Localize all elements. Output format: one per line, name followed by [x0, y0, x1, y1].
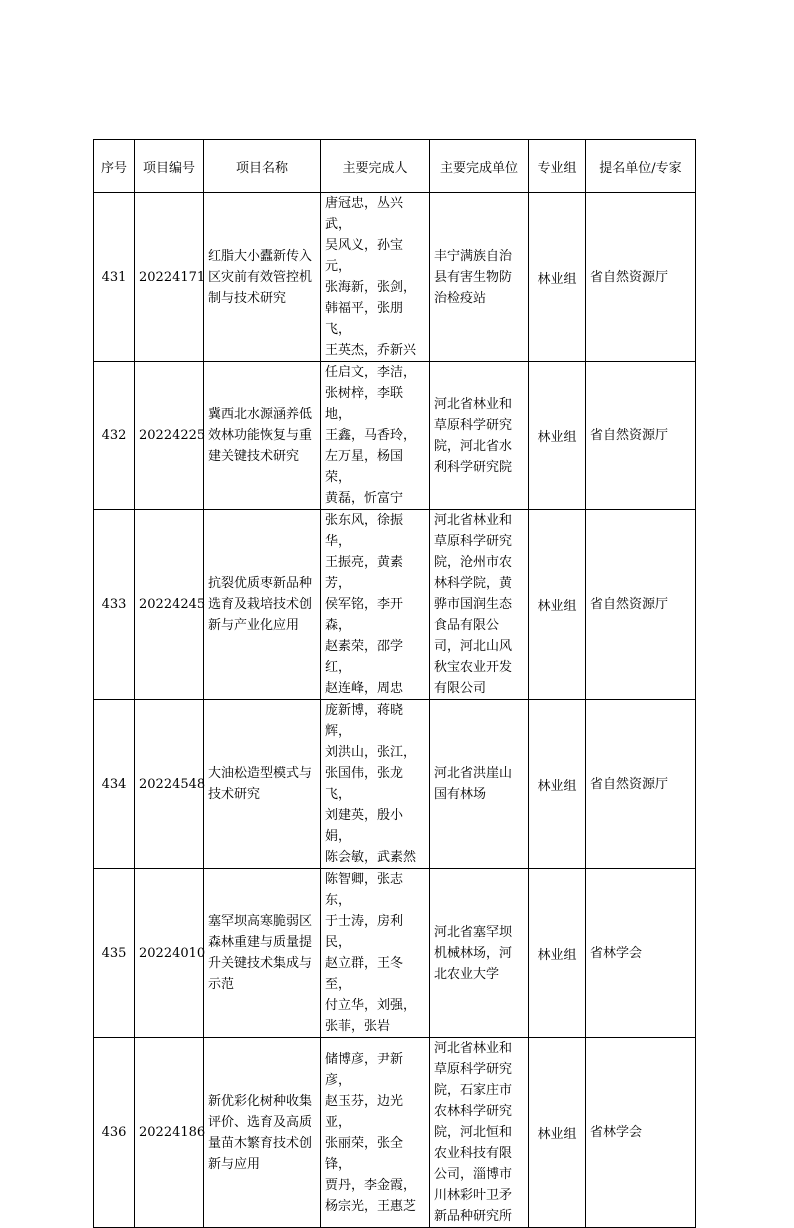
row-project-name: 红脂大小蠹新传入区灾前有效管控机制与技术研究: [204, 193, 321, 362]
row-project-code: 20224225: [135, 362, 204, 510]
row-nominator: 省自然资源厅: [586, 700, 696, 869]
row-contributors: 庞新博，蒋晓辉， 刘洪山，张江， 张国伟，张龙飞， 刘建英，殷小娟， 陈会敏，武素然: [321, 700, 430, 869]
row-nominator: 省林学会: [586, 1038, 696, 1228]
row-project-code: 20224010: [135, 869, 204, 1038]
row-nominator: 省自然资源厅: [586, 193, 696, 362]
row-project-name: 大油松造型模式与技术研究: [204, 700, 321, 869]
row-nominator: 省林学会: [586, 869, 696, 1038]
table-header-row: [94, 140, 696, 193]
row-units: 河北省林业和草原科学研究院，河北省水利科学研究院: [430, 362, 529, 510]
row-project-code: 20224186: [135, 1038, 204, 1228]
row-contributors: 唐冠忠，丛兴武， 吴风义，孙宝元， 张海新，张剑， 韩福平，张朋飞， 王英杰，乔新兴: [321, 193, 430, 362]
header-cell-specialty-group: 专业组: [529, 140, 586, 193]
table-row: [94, 362, 696, 510]
row-project-code: 20224548: [135, 700, 204, 869]
row-group: 林业组: [529, 1038, 586, 1228]
row-contributors: 张东风，徐振华， 王振亮，黄素芳， 侯军铭，李开森， 赵素荣，邵学红， 赵连峰，周忠: [321, 510, 430, 700]
header-cell-project-name: 项目名称: [204, 140, 321, 193]
row-group: 林业组: [529, 869, 586, 1038]
table-row: [94, 1038, 696, 1228]
row-project-code: 20224171: [135, 193, 204, 362]
row-nominator: 省自然资源厅: [586, 510, 696, 700]
awards-table: [93, 139, 696, 1228]
row-contributors: 陈智卿，张志东， 于士涛，房利民， 赵立群，王冬至， 付立华，刘强， 张菲，张岩: [321, 869, 430, 1038]
row-group: 林业组: [529, 510, 586, 700]
header-cell-main-units: 主要完成单位: [430, 140, 529, 193]
header-cell-index: 序号: [94, 140, 135, 193]
table-row: [94, 869, 696, 1038]
table-row: [94, 700, 696, 869]
row-nominator: 省自然资源厅: [586, 362, 696, 510]
row-group: 林业组: [529, 700, 586, 869]
row-project-name: 塞罕坝高寒脆弱区森林重建与质量提升关键技术集成与示范: [204, 869, 321, 1038]
row-index: 436: [94, 1038, 135, 1228]
row-index: 431: [94, 193, 135, 362]
row-contributors: 任启文，李洁， 张树梓，李联地， 王鑫，马香玲， 左万星，杨国荣， 黄磊，忻富宁: [321, 362, 430, 510]
table-row: [94, 510, 696, 700]
header-cell-main-contributors: 主要完成人: [321, 140, 430, 193]
row-index: 435: [94, 869, 135, 1038]
row-group: 林业组: [529, 362, 586, 510]
header-cell-nominator: 提名单位/专家: [586, 140, 696, 193]
row-units: 河北省林业和草原科学研究院，石家庄市农林科学研究院，河北恒和农业科技有限公司，淄博市川林彩叶卫矛新品种研究所: [430, 1038, 529, 1228]
table-row: [94, 193, 696, 362]
row-index: 434: [94, 700, 135, 869]
row-group: 林业组: [529, 193, 586, 362]
row-units: 河北省塞罕坝机械林场，河北农业大学: [430, 869, 529, 1038]
row-contributors: 储博彦，尹新彦， 赵玉芬，边光亚， 张丽荣，张全锋， 贾丹，李金霞， 杨宗光，王惠芝: [321, 1038, 430, 1228]
row-index: 433: [94, 510, 135, 700]
row-units: 河北省林业和草原科学研究院，沧州市农林科学院，黄骅市国润生态食品有限公司，河北山风秋宝农业开发有限公司: [430, 510, 529, 700]
row-project-name: 抗裂优质枣新品种选育及栽培技术创新与产业化应用: [204, 510, 321, 700]
row-index: 432: [94, 362, 135, 510]
header-cell-project-code: 项目编号: [135, 140, 204, 193]
row-project-code: 20224245: [135, 510, 204, 700]
row-units: 丰宁满族自治县有害生物防治检疫站: [430, 193, 529, 362]
row-project-name: 冀西北水源涵养低效林功能恢复与重建关键技术研究: [204, 362, 321, 510]
row-project-name: 新优彩化树种收集评价、选育及高质量苗木繁育技术创新与应用: [204, 1038, 321, 1228]
row-units: 河北省洪崖山国有林场: [430, 700, 529, 869]
